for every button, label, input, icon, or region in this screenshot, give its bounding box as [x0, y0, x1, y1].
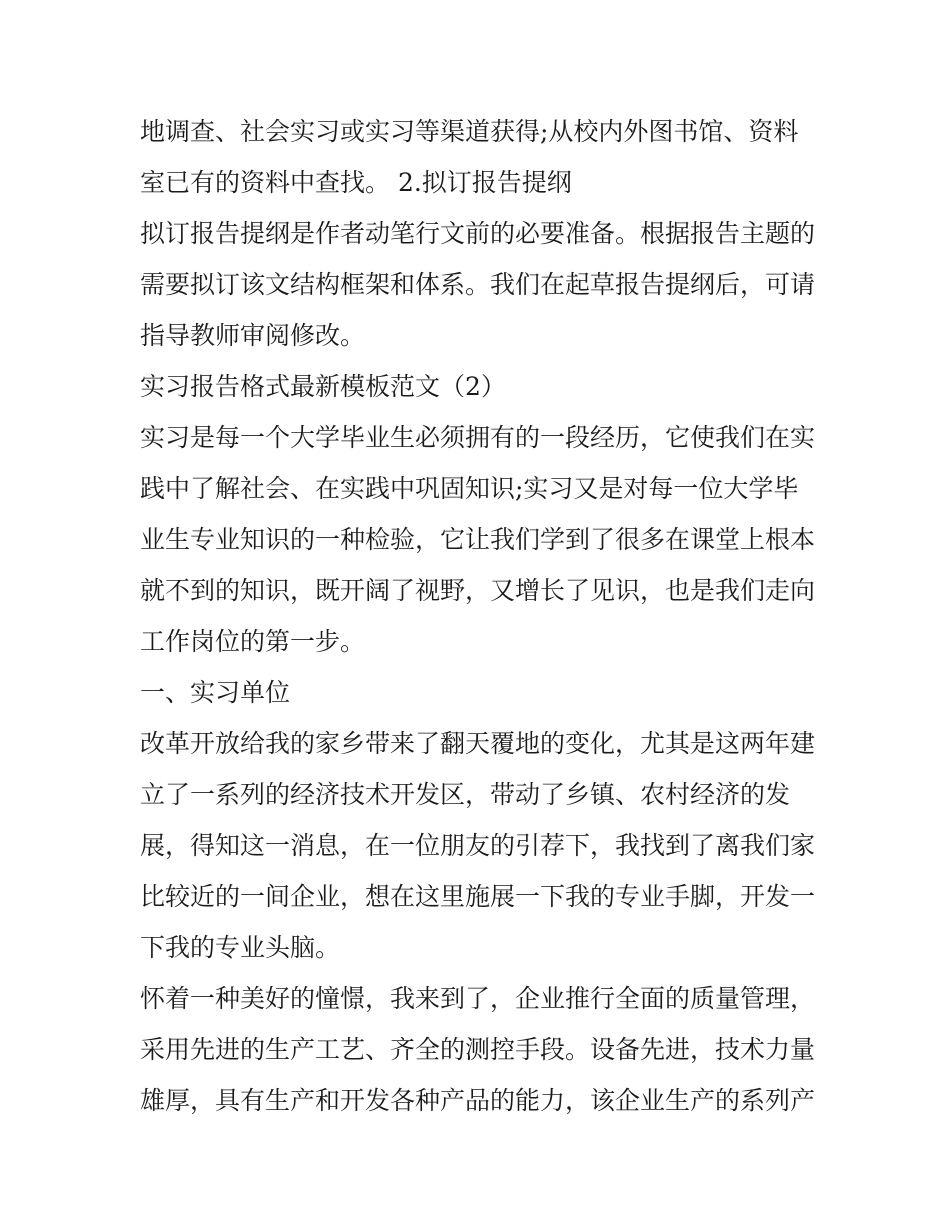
text-line: 指导教师审阅修改。	[140, 321, 366, 350]
text-line: 怀着一种美好的憧憬，我来到了，企业推行全面的质量管理，	[140, 984, 816, 1013]
text-line: 展，得知这一消息，在一位朋友的引荐下，我找到了离我们家	[140, 831, 816, 860]
text-line: 就不到的知识，既开阔了视野，又增长了见识，也是我们走向	[140, 576, 816, 605]
text-line: 工作岗位的第一步。	[140, 627, 366, 656]
text-line: 需要拟订该文结构框架和体系。我们在起草报告提纲后，可请	[140, 270, 816, 299]
document-body	[140, 106, 820, 1126]
text-line: 下我的专业头脑。	[140, 933, 341, 962]
text-line: 地调查、社会实习或实习等渠道获得;从校内外图书馆、资料	[140, 117, 799, 146]
text-line: 业生专业知识的一种检验，它让我们学到了很多在课堂上根本	[140, 525, 816, 554]
text-line: 践中了解社会、在实践中巩固知识;实习又是对每一位大学毕	[140, 474, 799, 503]
section-heading: 一、实习单位	[140, 678, 291, 707]
text-line: 室已有的资料中查找。 2.拟订报告提纲	[140, 168, 572, 197]
text-line: 雄厚，具有生产和开发各种产品的能力，该企业生产的系列产	[140, 1086, 816, 1115]
section-heading: 实习报告格式最新模板范文（2）	[140, 372, 506, 401]
text-line: 拟订报告提纲是作者动笔行文前的必要准备。根据报告主题的	[140, 219, 816, 248]
text-line: 实习是每一个大学毕业生必须拥有的一段经历，它使我们在实	[140, 423, 816, 452]
text-line: 比较近的一间企业，想在这里施展一下我的专业手脚，开发一	[140, 882, 816, 911]
text-line: 采用先进的生产工艺、齐全的测控手段。设备先进，技术力量	[140, 1035, 816, 1064]
text-line: 改革开放给我的家乡带来了翻天覆地的变化，尤其是这两年建	[140, 729, 816, 758]
text-line: 立了一系列的经济技术开发区，带动了乡镇、农村经济的发	[140, 780, 791, 809]
